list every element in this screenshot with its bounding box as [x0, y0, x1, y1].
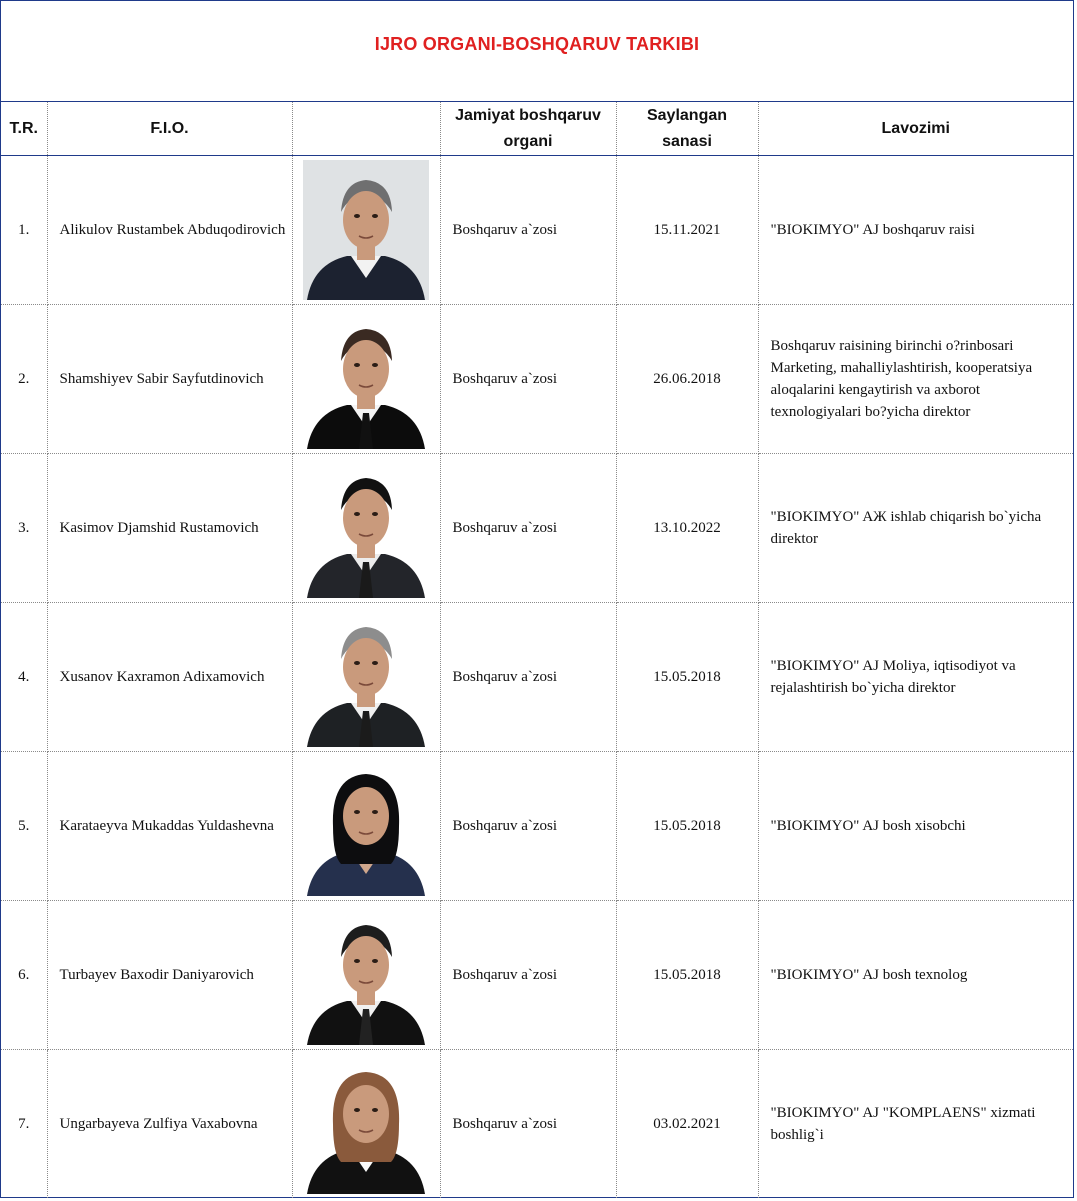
row-organ: Boshqaruv a`zosi: [440, 454, 616, 603]
row-photo-cell: [292, 1050, 440, 1199]
person-photo-icon: [303, 1054, 429, 1194]
table-row: [1, 901, 1073, 1050]
members-table: [1, 102, 1073, 1198]
row-number: 2.: [1, 305, 47, 454]
row-date: 26.06.2018: [616, 305, 758, 454]
row-date: 15.05.2018: [616, 901, 758, 1050]
table-row: [1, 156, 1073, 305]
row-photo-cell: [292, 305, 440, 454]
header-position: Lavozimi: [758, 102, 1073, 156]
row-date: 15.05.2018: [616, 752, 758, 901]
row-number: 7.: [1, 1050, 47, 1199]
person-photo-icon: [303, 607, 429, 747]
header-row: [1, 102, 1073, 156]
row-organ: Boshqaruv a`zosi: [440, 1050, 616, 1199]
row-name: Alikulov Rustambek Abduqodirovich: [47, 156, 292, 305]
row-name: Shamshiyev Sabir Sayfutdinovich: [47, 305, 292, 454]
row-position: "BIOKIMYO" AJ bosh xisobchi: [758, 752, 1073, 901]
person-photo-icon: [303, 905, 429, 1045]
table-row: [1, 752, 1073, 901]
row-position: "BIOKIMYO" AJ boshqaruv raisi: [758, 156, 1073, 305]
row-organ: Boshqaruv a`zosi: [440, 752, 616, 901]
header-date: Saylangan sanasi: [616, 102, 758, 156]
page-title: IJRO ORGANI-BOSHQARUV TARKIBI: [374, 33, 700, 54]
row-name: Ungarbayeva Zulfiya Vaxabovna: [47, 1050, 292, 1199]
row-date: 03.02.2021: [616, 1050, 758, 1199]
row-number: 5.: [1, 752, 47, 901]
row-number: 1.: [1, 156, 47, 305]
table-row: [1, 305, 1073, 454]
row-photo-cell: [292, 603, 440, 752]
row-number: 6.: [1, 901, 47, 1050]
row-photo-cell: [292, 901, 440, 1050]
row-position: Boshqaruv raisining birinchi o?rinbosari Marketing, mahalliylashtirish, kooperatsiya aloqalarini kengaytirish va axborot texnologiyalari bo?yicha direktor: [758, 305, 1073, 454]
row-name: Kasimov Djamshid Rustamovich: [47, 454, 292, 603]
header-fio: F.I.O.: [47, 102, 292, 156]
row-position: "BIOKIMYO" AJ "KOMPLAENS" xizmati boshlig`i: [770, 1105, 1036, 1143]
row-date: 13.10.2022: [616, 454, 758, 603]
row-organ: Boshqaruv a`zosi: [440, 901, 616, 1050]
table-row: [1, 603, 1073, 752]
person-photo-icon: [303, 160, 429, 300]
row-date: 15.05.2018: [616, 603, 758, 752]
row-photo-cell: [292, 156, 440, 305]
row-number: 4.: [1, 603, 47, 752]
header-organ: Jamiyat boshqaruv organi: [440, 102, 616, 156]
row-organ: Boshqaruv a`zosi: [440, 305, 616, 454]
row-organ: Boshqaruv a`zosi: [440, 603, 616, 752]
table-body: [1, 156, 1073, 1199]
header-photo: [292, 102, 440, 156]
title-row: [1, 1, 1073, 102]
row-photo-cell: [292, 454, 440, 603]
row-date: 15.11.2021: [616, 156, 758, 305]
row-name: Turbayev Baxodir Daniyarovich: [47, 901, 292, 1050]
row-organ: Boshqaruv a`zosi: [440, 156, 616, 305]
row-number: 3.: [1, 454, 47, 603]
table-row: [1, 454, 1073, 603]
person-photo-icon: [303, 458, 429, 598]
row-position: "BIOKIMYO" AJ Moliya, iqtisodiyot va rejalashtirish bo`yicha direktor: [758, 603, 1073, 752]
header-tr: T.R.: [1, 102, 47, 156]
person-photo-icon: [303, 309, 429, 449]
row-position: "BIOKIMYO" AЖ ishlab chiqarish bo`yicha direktor: [758, 454, 1073, 603]
row-position: "BIOKIMYO" AJ bosh texnolog: [758, 901, 1073, 1050]
person-photo-icon: [303, 756, 429, 896]
row-name: Karataeyva Mukaddas Yuldashevna: [47, 752, 292, 901]
table-row: [1, 1050, 1073, 1199]
row-photo-cell: [292, 752, 440, 901]
row-name: Xusanov Kaxramon Adixamovich: [47, 603, 292, 752]
